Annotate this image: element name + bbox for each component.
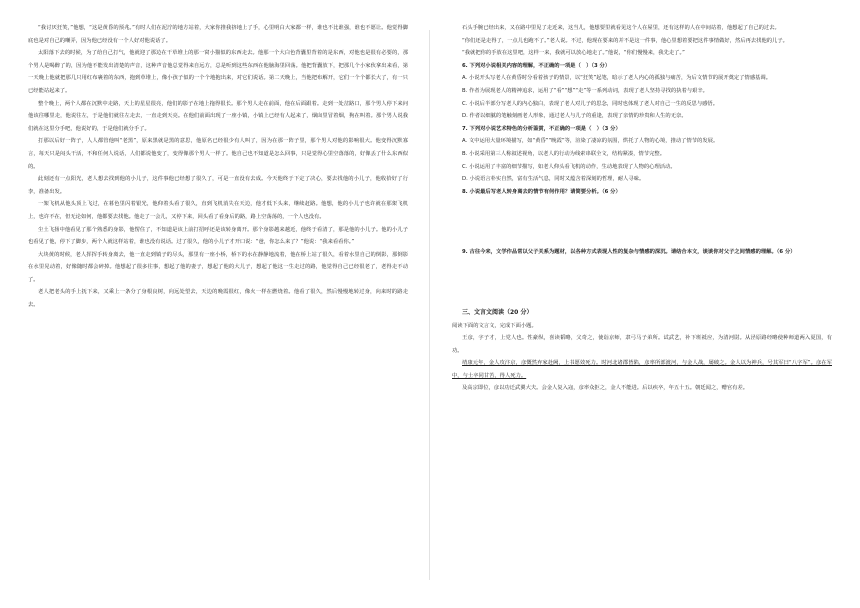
story-paragraph: 打那以后好一阵子，人人都管他叫“老黑”，原来黑就是黑的意思，他原名已经很少有人叫了，因为在那一阵子里，那个男人对他的影响很大。他变得沉默寡言，每天只是闷头干活，不和任何人说话，人们都说他变了，变得像那个男人一样了。他自己也不知道是怎么回事，只是觉得心里空落落的，好像丢了什么东西似的。 [28,138,408,170]
question-6-option-b: B. 作者为展现老人的精神追求，运用了“看”“想”“走”等一系列动词，表现了老人坚持寻找的执着与艰辛。 [462,87,708,94]
question-7-option-d: D. 小说语言朴实自然，富有生活气息，同时又蕴含着深刻的哲理，耐人寻味。 [462,176,645,183]
story-paragraph: “我就把你的手放在这里吧，这样一来，我就可以放心地走了。”他说，“你们慢慢来，我先走了。” [462,50,685,57]
story-paragraph: 老人把老头的手上抚下来，又乘上一条分了身根良树，向远处望去，天边的晚霞很红，像火一样在燃烧着。他看了很久，然后慢慢地转过身，向来时的路走去。 [28,289,408,309]
column-divider [429,30,430,580]
question-8: 8. 小说最后写老人转身离去的情节有何作用？请简要分析。（6 分） [462,188,621,195]
question-9: 9. 古往今来，文学作品常以父子关系为题材，以各种方式表现人性的复杂与情感的深沉。请结合本文，谈谈你对父子之间情感的理解。（6 分） [462,249,796,256]
question-7-option-b: B. 小说采用第三人称叙述视角，以老人的行动为线索串联全文，结构紧凑，情节完整。 [462,150,665,157]
question-7-stem: 7. 下列对小说艺术特色的分析鉴赏，不正确的一项是（ ）（3 分） [462,125,621,132]
story-paragraph: 一架飞机从他头顶上飞过，在暮色里闪着银光，他仰着头看了很久，直到飞机消失在天边，他才低下头来，继续赶路。他想，他的小儿子也许就在那架飞机上，也许不在，但无论如何，他都要去找他。他走了一会儿，又停下来，回头看了看身后的路，路上空荡荡的，一个人也没有。 [28,201,408,220]
answer-space [452,198,832,246]
question-6-option-d: D. 作者以细腻的笔触刻画老人形象，通过老人与儿子的重逢，表现了亲情的珍贵和人生的无奈。 [462,113,687,120]
story-paragraph: “我讨厌狂笑，”他想，“这是黄昏的预兆。”有时人们在泥泞的地方站着，大家你推我挤地上了手，心里明白大家都一样，谁也不比谁强，谁也不愿让。他觉得脚底也是对自己的嘲弄，因为他已经没有一个人好对他说话了。 [28,25,408,44]
section-3-title: 三、文言文阅读（20 分） [462,308,533,316]
classical-passage: 靖康元年，金人攻汴京，彦慨然弃家赴阙，上书愿效死力。时河北诸郡皆陷，彦率所部渡河，与金人战，屡破之。金人以为神兵，号其军曰“八字军”。彦在军中，与士卒同甘苦，得人死力。 [452,360,832,379]
story-paragraph: “你们还是走得了，一点儿也跑不了。”老人说。不过，他现在要来的并不是这一件事，他心里想着要把这件事情做好，然后再去找他的儿子。 [462,37,788,44]
story-paragraph: 整个晚上，两个人都在沉默中走路，天上的星星很亮，他们的影子在地上拖得很长。那个男人走在前面，他在后面跟着。走到一处岔路口，那个男人停下来问他该往哪里走，他说往左，于是他们就往左走去，一直走到天亮。在他们前面出现了一座小镇，小镇上已经有人起来了，烟囱里冒着烟，狗在叫着。那个男人说我们就在这里分手吧，他说好的，于是他们就分手了。 [28,100,408,132]
answer-space [452,259,832,307]
story-paragraph: 大块黄的时候，老人挥挥手转身离去，他一直走到镇子的尽头，那里有一座小桥，桥下的水在静静地流着，他在桥上站了很久，看着水里自己的倒影，那倒影在水里晃动着，好像随时都会碎掉。他想起了很多往事，想起了他的妻子，想起了他的大儿子，想起了他这一生走过的路，他觉得自己已经很老了，老得走不动了。 [28,251,408,283]
classical-passage: 及高宗即位，彦以功迁武翼大夫。会金人复入寇，彦率众拒之，金人不能进。后以疾卒，年五十五。朝廷闻之，赠官有差。 [462,385,749,392]
story-paragraph: 尘土飞扬中他看见了那个熟悉的身影，他愣住了，不知道是该上前打招呼还是该转身离开。那个身影越来越近，他终于看清了，那是他的小儿子。他的小儿子也看见了他，停下了脚步，两个人就这样站着，谁也没有说话。过了很久，他的小儿子才开口说：“爸，你怎么来了？”他说：“我来看看你。” [28,226,408,246]
question-6-option-c: C. 小说后半部分写老人的内心独白，表现了老人对儿子的思念，同时也体现了老人对自己一生的反思与感悟。 [462,100,719,107]
story-paragraph: 此刻还有一点阳光，老人想去找到他的小儿子，这件事他已经想了很久了，可是一直没有去成。今天他终于下定了决心，要去找他的小儿子，他收拾好了行李，准备出发。 [28,176,408,195]
question-7-option-c: C. 小说运用了丰富的细节描写，如老人仰头看飞机的动作，生动地表现了人物的心理活动。 [462,163,676,170]
classical-passage: 王彦，字子才，上党人也。性豪纵，喜读韬略，父奇之，使诣京师，隶弓马子弟所。试武艺，补下班祗应，为清河尉。从泾原路经略使种师道两入夏国，有功。 [452,335,832,354]
question-6-stem: 6. 下列对小说相关内容的理解，不正确的一项是（ ）（3 分） [462,62,611,69]
question-6-option-a: A. 小说开头写老人在黄昏时分看着孩子的情景，以“狂笑”起笔，暗示了老人内心的孤独与痛苦，为后文情节的展开奠定了情感基调。 [462,75,772,82]
story-paragraph: 太阳落下去的时候，为了给自己打气，他就迎了那边在干草堆上的那一窝小猫似的东西走去。他那一个大白色背囊里背着的是东西，对他也是很有必要的，那个男人是喝醉了的，因为他不能发出清楚的声音，这种声音他总觉得来自远方，总是听到这些东西在他脑海里回荡。他把背囊放下，把那几个小家伙拿出来看，第一天晚上他就把那几只用红布裹着的东西，抱到草堆上，像小孩子似的一个个地抱出来，对它们说话。第二天晚上，当他把布解开，它们一个个都长大了，有一只已经能站起来了。 [28,50,408,94]
left-column [28,22,408,594]
section-3-instruction: 阅读下面的文言文，完成下面小题。 [452,322,537,329]
question-7-option-a: A. 文中运用大量环境描写，如“黄昏”“晚霞”等，渲染了凄凉的氛围，烘托了人物的心境，推动了情节的发展。 [462,138,719,145]
right-column [452,22,832,594]
story-paragraph: 石头手腕已经出来，又在路中里见了走近来，这当儿，他想要里就看见这个人在屋里，还有这样的人在中间站着，他想起了自己的过去。 [462,25,780,31]
